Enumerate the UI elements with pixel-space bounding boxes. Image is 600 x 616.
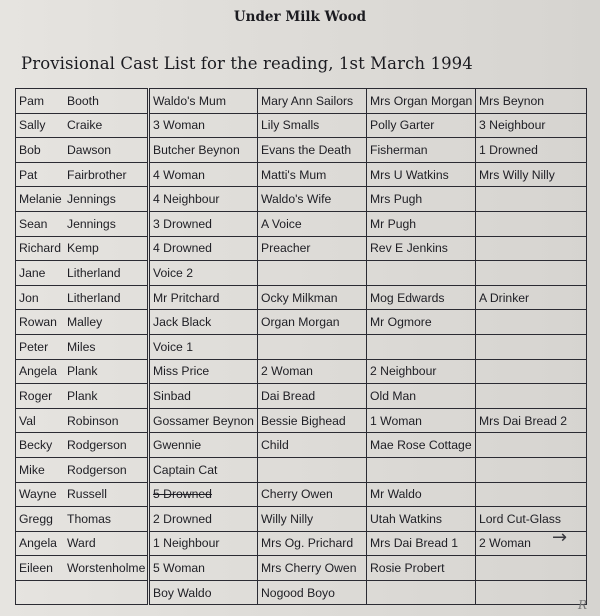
table-row [16,261,587,286]
role-cell: Butcher Beynon [149,138,258,163]
role-cell: Miss Price [149,359,258,384]
role-cell [476,482,587,507]
document-title: Under Milk Wood [233,9,367,25]
table-row [16,310,587,335]
role-cell: 5 Drowned [149,482,258,507]
role-cell: Ocky Milkman [258,285,367,310]
cast-member-name-cell [16,261,149,286]
role-cell: 2 Woman [476,531,587,556]
cast-member-name-cell [16,384,149,409]
table-row [16,211,587,236]
role-cell: Matti's Mum [258,162,367,187]
last-name: Rodgerson [67,438,127,453]
cast-member-name-cell [16,187,149,212]
first-name: Sally [19,118,46,133]
role-cell [476,187,587,212]
role-cell: Mr Waldo [367,482,476,507]
role-cell: Rosie Probert [367,556,476,581]
role-cell: Waldo's Wife [258,187,367,212]
table-row [16,285,587,310]
first-name: Pam [19,93,45,108]
role-cell: Child [258,433,367,458]
role-cell: 2 Neighbour [367,359,476,384]
last-name: Jennings [67,216,116,231]
role-cell: 2 Drowned [149,507,258,532]
last-name: Kemp [67,241,99,256]
first-name: Pat [19,167,38,182]
first-name: Gregg [19,511,53,526]
table-row [16,187,587,212]
role-cell: Organ Morgan [258,310,367,335]
first-name: Bob [19,142,41,157]
last-name: Litherland [67,265,121,280]
last-name: Rodgerson [67,462,127,477]
last-name: Thomas [67,511,112,526]
hand-drawn-arrow: → [552,527,568,548]
role-cell: 4 Neighbour [149,187,258,212]
cast-member-name-cell [16,334,149,359]
role-cell: 3 Neighbour [476,113,587,138]
role-cell [476,359,587,384]
first-name: Richard [19,241,61,256]
role-cell [476,433,587,458]
table-row [16,482,587,507]
role-cell: Captain Cat [149,457,258,482]
last-name: Miles [67,339,96,354]
cast-member-name-cell [16,531,149,556]
role-cell: Waldo's Mum [149,89,258,114]
cast-member-name-cell [16,433,149,458]
corner-initial: R [578,598,588,612]
role-cell: Rev E Jenkins [367,236,476,261]
table-row [16,334,587,359]
first-name: Val [19,413,36,428]
role-cell: Mrs Beynon [476,89,587,114]
first-name: Wayne [19,487,57,502]
table-row [16,580,587,605]
document-subtitle: Provisional Cast List for the reading, 1st March 1994 [21,54,473,73]
table-row [16,457,587,482]
role-cell [367,457,476,482]
table-row [16,113,587,138]
role-cell [476,384,587,409]
first-name: Angela [19,364,57,379]
role-cell: Lord Cut-Glass [476,507,587,532]
first-name: Eileen [19,561,53,576]
last-name: Russell [67,487,107,502]
first-name: Mike [19,462,45,477]
role-cell: Mrs Organ Morgan [367,89,476,114]
last-name: Litherland [67,290,121,305]
last-name: Worstenholme [67,561,146,576]
first-name: Becky [19,438,53,453]
role-cell: Fisherman [367,138,476,163]
role-cell: 1 Neighbour [149,531,258,556]
cast-member-name-cell [16,113,149,138]
role-cell: Boy Waldo [149,580,258,605]
cast-member-name-cell [16,285,149,310]
role-cell: 5 Woman [149,556,258,581]
role-cell: Dai Bread [258,384,367,409]
role-cell: Mrs Pugh [367,187,476,212]
role-cell [476,334,587,359]
role-cell [476,580,587,605]
first-name: Rowan [19,315,57,330]
last-name: Ward [67,536,96,551]
last-name: Plank [67,388,98,403]
last-name: Jennings [67,192,116,207]
table-row [16,162,587,187]
role-cell: 3 Drowned [149,211,258,236]
role-cell: 4 Woman [149,162,258,187]
role-cell: Mrs Dai Bread 1 [367,531,476,556]
role-cell [476,310,587,335]
role-cell: Mae Rose Cottage [367,433,476,458]
cast-member-name-cell [16,482,149,507]
role-cell: Gwennie [149,433,258,458]
table-row [16,507,587,532]
role-cell: 3 Woman [149,113,258,138]
table-row [16,236,587,261]
cast-member-name-cell [16,138,149,163]
cast-member-name-cell [16,162,149,187]
role-cell [476,457,587,482]
role-cell: Mr Pugh [367,211,476,236]
role-cell: Mrs Willy Nilly [476,162,587,187]
role-cell: Voice 1 [149,334,258,359]
role-cell: Old Man [367,384,476,409]
role-cell [258,457,367,482]
role-cell: Mr Pritchard [149,285,258,310]
first-name: Angela [19,536,57,551]
cast-member-name-cell [16,507,149,532]
role-cell: Voice 2 [149,261,258,286]
table-row [16,433,587,458]
cast-member-name-cell [16,310,149,335]
role-cell: Mr Ogmore [367,310,476,335]
role-cell: A Voice [258,211,367,236]
last-name: Dawson [67,142,112,157]
last-name: Malley [67,315,103,330]
role-cell [258,334,367,359]
cast-member-name-cell [16,556,149,581]
table-row [16,138,587,163]
cast-member-name-cell [16,580,149,605]
cast-table [15,88,587,605]
role-cell: 2 Woman [258,359,367,384]
role-cell: Lily Smalls [258,113,367,138]
cast-member-name-cell [16,211,149,236]
role-cell [258,261,367,286]
role-cell: 1 Drowned [476,138,587,163]
first-name: Melanie [19,192,62,207]
role-cell: Preacher [258,236,367,261]
role-cell [367,580,476,605]
role-cell: Mrs Dai Bread 2 [476,408,587,433]
table-row [16,384,587,409]
role-cell: Mrs Og. Prichard [258,531,367,556]
role-cell: Cherry Owen [258,482,367,507]
role-cell: 1 Woman [367,408,476,433]
cast-member-name-cell [16,236,149,261]
last-name: Booth [67,93,99,108]
role-cell: Mrs Cherry Owen [258,556,367,581]
role-cell: Jack Black [149,310,258,335]
role-cell: Utah Watkins [367,507,476,532]
cast-member-name-cell [16,359,149,384]
last-name: Plank [67,364,98,379]
table-row [16,531,587,556]
role-cell: 4 Drowned [149,236,258,261]
role-cell [367,334,476,359]
role-cell [476,556,587,581]
first-name: Jon [19,290,39,305]
role-cell: Bessie Bighead [258,408,367,433]
role-cell [476,236,587,261]
first-name: Jane [19,265,46,280]
role-cell: Mrs U Watkins [367,162,476,187]
role-cell: Nogood Boyo [258,580,367,605]
role-cell: Gossamer Beynon [149,408,258,433]
cast-member-name-cell [16,457,149,482]
last-name: Robinson [67,413,119,428]
role-cell: Willy Nilly [258,507,367,532]
last-name: Fairbrother [67,167,127,182]
role-cell: A Drinker [476,285,587,310]
table-row [16,556,587,581]
first-name: Roger [19,388,53,403]
role-cell [367,261,476,286]
role-cell: Polly Garter [367,113,476,138]
role-cell: Mog Edwards [367,285,476,310]
role-cell: Mary Ann Sailors [258,89,367,114]
cast-member-name-cell [16,89,149,114]
role-cell [476,211,587,236]
cast-table-body [16,89,587,605]
table-row [16,408,587,433]
cast-member-name-cell [16,408,149,433]
role-cell [476,261,587,286]
role-cell: Sinbad [149,384,258,409]
first-name: Peter [19,339,49,354]
first-name: Sean [19,216,48,231]
table-row [16,359,587,384]
last-name: Craike [67,118,103,133]
role-cell: Evans the Death [258,138,367,163]
table-row [16,89,587,114]
